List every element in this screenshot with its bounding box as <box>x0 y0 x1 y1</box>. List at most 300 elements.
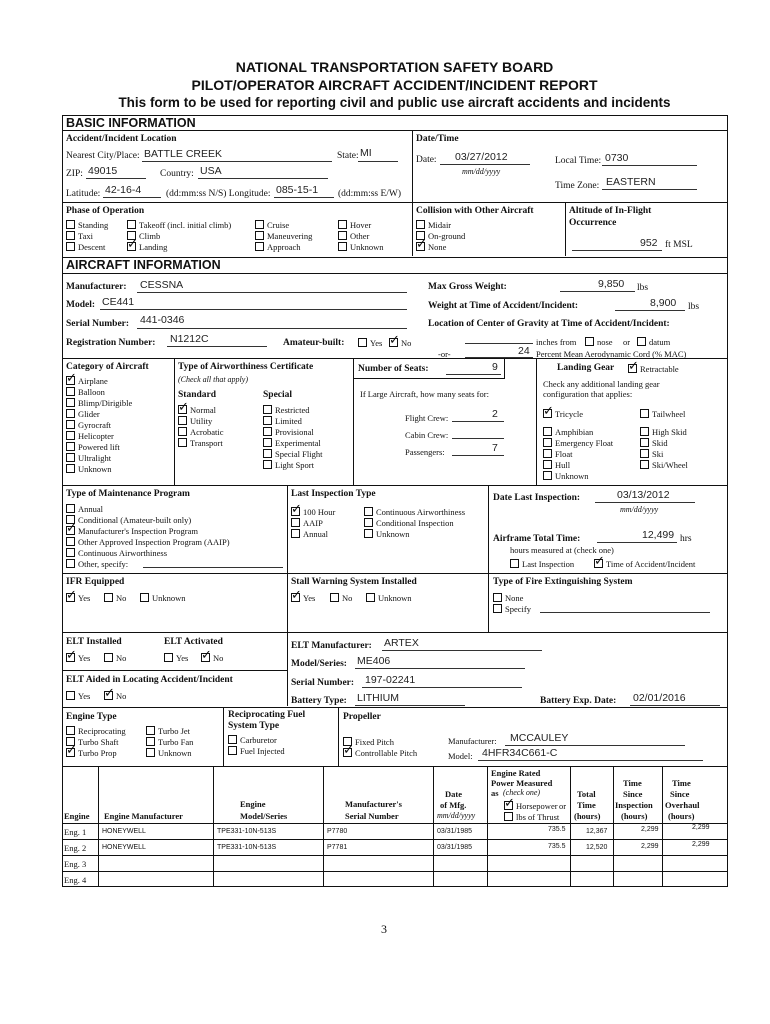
elt-installed-no[interactable]: No <box>104 653 126 663</box>
airworthiness-heading: Type of Airworthiness Certificate <box>178 362 314 372</box>
engine-model-cell[interactable]: TPE331-10N-513S <box>217 828 277 835</box>
longitude-field[interactable]: 085-15-1 <box>276 184 319 196</box>
ifr-yes[interactable]: ✓Yes <box>66 593 90 603</box>
category-gyrocraft-checkbox[interactable] <box>66 420 75 429</box>
special-special-flight[interactable]: Special Flight <box>263 449 322 459</box>
fire-specify[interactable]: Specify <box>493 604 531 614</box>
phase-climb[interactable]: Climb <box>127 231 160 241</box>
power-horsepower-checkbox[interactable] <box>504 801 513 810</box>
col-power-1: Engine Rated <box>491 768 541 778</box>
max-gross-weight-label: Max Gross Weight: <box>428 282 507 292</box>
fuel-system-heading-2: System Type <box>228 721 280 731</box>
insp-conditional-checkbox[interactable] <box>364 518 373 527</box>
weight-at-accident-field[interactable]: 8,900 <box>650 297 677 309</box>
category-helicopter-checkbox[interactable] <box>66 431 75 440</box>
standard-utility[interactable]: Utility <box>178 416 212 426</box>
eng-type-turbo-prop[interactable]: ✓Turbo Prop <box>66 748 117 758</box>
date-last-inspection-field[interactable]: 03/13/2012 <box>617 489 670 501</box>
prop-fixed-pitch[interactable]: Fixed Pitch <box>343 737 394 747</box>
gear-retractable[interactable]: ✓ Retractable <box>628 364 679 374</box>
phase-landing-checkbox[interactable] <box>127 242 136 251</box>
phase-landing[interactable]: ✓Landing <box>127 242 167 252</box>
last-inspection-type-heading: Last Inspection Type <box>291 489 376 499</box>
special-restricted[interactable]: Restricted <box>263 405 309 415</box>
gear-emergency-float[interactable]: Emergency Float <box>543 438 613 448</box>
category-powered-lift[interactable]: Powered lift <box>66 442 120 452</box>
ifr-unknown[interactable]: Unknown <box>140 593 186 603</box>
col-tso-1: Time <box>672 778 691 788</box>
gear-high-skid[interactable]: High Skid <box>640 427 687 437</box>
cg-nose[interactable]: nose <box>585 337 613 347</box>
ifr-unknown-checkbox[interactable] <box>140 593 149 602</box>
fuel-carburetor-checkbox[interactable] <box>228 735 237 744</box>
category-blimp-checkbox[interactable] <box>66 398 75 407</box>
phase-standing[interactable]: Standing <box>66 220 108 230</box>
serial-label: Serial Number: <box>66 319 130 329</box>
amateur-built-label: Amateur-built: <box>283 338 345 348</box>
phase-unknown[interactable]: Unknown <box>338 242 384 252</box>
insp-100-hour-checkbox[interactable] <box>291 507 300 516</box>
engine-serial-cell[interactable]: P7780 <box>327 828 348 835</box>
engine-tso-cell[interactable]: 2,299 <box>692 824 710 831</box>
fire-none[interactable]: None <box>493 593 523 603</box>
engine-power-cell[interactable]: 735.5 <box>548 826 566 833</box>
gear-ski-wheel-checkbox[interactable] <box>640 460 649 469</box>
flight-crew-field[interactable]: 2 <box>492 408 498 420</box>
date-field[interactable]: 03/27/2012 <box>455 151 508 163</box>
cg-percent-label: Percent Mean Aerodynamic Cord (% MAC) <box>536 349 687 359</box>
altitude-heading-1: Altitude of In-Flight <box>569 206 652 216</box>
engine-power-cell[interactable]: 735.5 <box>548 843 566 850</box>
date-last-inspection-label: Date Last Inspection: <box>493 493 581 503</box>
collision-midair-checkbox[interactable] <box>416 220 425 229</box>
col-power-4: (check one) <box>503 788 541 797</box>
standard-transport-checkbox[interactable] <box>178 438 187 447</box>
fuel-system-heading-1: Reciprocating Fuel <box>228 710 306 720</box>
category-unknown-checkbox[interactable] <box>66 464 75 473</box>
engine-tso-cell[interactable]: 2,299 <box>692 841 710 848</box>
landing-gear-heading: Landing Gear <box>557 363 615 373</box>
weight-at-accident-label: Weight at Time of Accident/Incident: <box>428 301 579 311</box>
insp-continuous[interactable]: Continuous Airworthiness <box>364 507 465 517</box>
standard-transport[interactable]: Transport <box>178 438 223 448</box>
special-provisional[interactable]: Provisional <box>263 427 314 437</box>
elt-manufacturer-field[interactable]: ARTEX <box>384 637 419 649</box>
col-date-3: mm/dd/yyyy <box>437 811 476 820</box>
col-engine-manufacturer: Engine Manufacturer <box>104 811 183 821</box>
insp-aaip[interactable]: AAIP <box>291 518 323 528</box>
collision-midair[interactable]: Midair <box>416 220 451 230</box>
gear-float-checkbox[interactable] <box>543 449 552 458</box>
collision-on-ground[interactable]: On-ground <box>416 231 465 241</box>
prop-model-field[interactable]: 4HFR34C661-C <box>482 747 558 759</box>
gear-amphibian-checkbox[interactable] <box>543 427 552 436</box>
elt-aided-yes[interactable]: Yes <box>66 691 90 701</box>
stall-no[interactable]: No <box>330 593 352 603</box>
collision-none-checkbox[interactable] <box>416 242 425 251</box>
elt-activated-no[interactable]: ✓ No <box>201 653 223 663</box>
fire-specify-checkbox[interactable] <box>493 604 502 613</box>
gear-ski[interactable]: Ski <box>640 449 663 459</box>
cg-percent-field[interactable]: 24 <box>518 345 530 357</box>
standard-acrobatic[interactable]: Acrobatic <box>178 427 224 437</box>
gear-amphibian[interactable]: Amphibian <box>543 427 593 437</box>
passengers-field[interactable]: 7 <box>492 442 498 454</box>
insp-unknown[interactable]: Unknown <box>364 529 410 539</box>
maint-continuous[interactable]: Continuous Airworthiness <box>66 548 167 558</box>
amateur-built-yes-checkbox[interactable] <box>358 338 367 347</box>
latitude-field[interactable]: 42-16-4 <box>105 184 142 196</box>
standard-normal-checkbox[interactable] <box>178 405 187 414</box>
airframe-total-time-label: Airframe Total Time: <box>493 534 581 544</box>
form-frame <box>62 115 728 887</box>
stall-unknown-checkbox[interactable] <box>366 593 375 602</box>
tt-last-inspection[interactable]: Last Inspection <box>510 559 574 569</box>
amateur-built-no[interactable]: ✓ No <box>389 338 411 348</box>
section-basic-information: BASIC INFORMATION <box>66 116 196 130</box>
elt-serial-field[interactable]: 197-02241 <box>365 674 416 686</box>
standard-normal[interactable]: ✓Normal <box>178 405 216 415</box>
category-balloon[interactable]: Balloon <box>66 387 105 397</box>
latitude-label: Latitude: <box>66 189 101 199</box>
col-date-2: of Mfg. <box>440 800 467 810</box>
phase-approach[interactable]: Approach <box>255 242 301 252</box>
amateur-built-no-checkbox[interactable] <box>389 338 398 347</box>
col-engine: Engine <box>64 811 90 821</box>
cg-datum-checkbox[interactable] <box>637 337 646 346</box>
col-tsi-1: Time <box>623 778 642 788</box>
tt-last-inspection-checkbox[interactable] <box>510 559 519 568</box>
gear-unknown-checkbox[interactable] <box>543 471 552 480</box>
engine-label: Eng. 3 <box>64 859 87 869</box>
category-helicopter[interactable]: Helicopter <box>66 431 114 441</box>
gear-tricycle-checkbox[interactable] <box>543 409 552 418</box>
phase-heading: Phase of Operation <box>66 206 145 216</box>
phase-unknown-checkbox[interactable] <box>338 242 347 251</box>
state-field[interactable]: MI <box>360 147 372 159</box>
col-engine-model-1: Engine <box>240 799 266 809</box>
maint-manufacturer-checkbox[interactable] <box>66 526 75 535</box>
eng-type-turbo-prop-checkbox[interactable] <box>66 748 75 757</box>
stall-no-checkbox[interactable] <box>330 593 339 602</box>
col-engine-model-2: Model/Series <box>240 811 288 821</box>
cg-nose-checkbox[interactable] <box>585 337 594 346</box>
col-tsi-3: Inspection <box>615 800 653 810</box>
ifr-yes-checkbox[interactable] <box>66 593 75 602</box>
eng-type-unknown-checkbox[interactable] <box>146 748 155 757</box>
stall-unknown[interactable]: Unknown <box>366 593 412 603</box>
engine-label: Eng. 1 <box>64 827 87 837</box>
category-powered-lift-checkbox[interactable] <box>66 442 75 451</box>
maint-other-checkbox[interactable] <box>66 559 75 568</box>
maint-other[interactable]: Other, specify: <box>66 559 128 569</box>
passengers-label: Passengers: <box>405 447 445 457</box>
elt-model-field[interactable]: ME406 <box>357 655 391 667</box>
gear-tailwheel-checkbox[interactable] <box>640 409 649 418</box>
model-field[interactable]: CE441 <box>102 296 135 308</box>
model-label: Model: <box>66 300 96 310</box>
elt-activated-no-checkbox[interactable] <box>201 653 210 662</box>
registration-field[interactable]: N1212C <box>170 333 209 345</box>
phase-hover[interactable]: Hover <box>338 220 371 230</box>
eng-type-reciprocating[interactable]: Reciprocating <box>66 726 126 736</box>
elt-installed-yes-checkbox[interactable] <box>66 653 75 662</box>
special-experimental[interactable]: Experimental <box>263 438 321 448</box>
collision-none[interactable]: ✓None <box>416 242 446 252</box>
elt-serial-label: Serial Number: <box>291 678 355 688</box>
prop-manufacturer-field[interactable]: MCCAULEY <box>510 732 569 744</box>
insp-100-hour[interactable]: ✓100 Hour <box>291 507 335 517</box>
phase-hover-checkbox[interactable] <box>338 220 347 229</box>
battery-type-field[interactable]: LITHIUM <box>357 692 399 704</box>
fire-none-checkbox[interactable] <box>493 593 502 602</box>
gear-high-skid-checkbox[interactable] <box>640 427 649 436</box>
elt-manufacturer-label: ELT Manufacturer: <box>291 641 372 651</box>
cg-datum[interactable]: datum <box>637 337 670 347</box>
airframe-total-time-field[interactable]: 12,499 <box>642 529 675 541</box>
phase-approach-checkbox[interactable] <box>255 242 264 251</box>
special-experimental-checkbox[interactable] <box>263 438 272 447</box>
gear-retractable-checkbox[interactable] <box>628 364 637 373</box>
stall-warning-heading: Stall Warning System Installed <box>291 577 417 587</box>
phase-taxi-checkbox[interactable] <box>66 231 75 240</box>
max-gross-weight-field[interactable]: 9,850 <box>598 278 625 290</box>
tt-time-of-accident[interactable]: ✓ Time of Accident/Incident <box>594 559 695 569</box>
gear-skid[interactable]: Skid <box>640 438 668 448</box>
elt-activated-heading: ELT Activated <box>164 637 223 647</box>
location-heading: Accident/Incident Location <box>66 134 177 144</box>
maintenance-heading: Type of Maintenance Program <box>66 489 190 499</box>
category-gyrocraft[interactable]: Gyrocraft <box>66 420 111 430</box>
engine-model-cell[interactable]: TPE331-10N-513S <box>217 844 277 851</box>
insp-unknown-checkbox[interactable] <box>364 529 373 538</box>
category-airplane-checkbox[interactable] <box>66 376 75 385</box>
power-lbs-thrust[interactable]: lbs of Thrust <box>504 812 559 822</box>
phase-descent[interactable]: Descent <box>66 242 105 252</box>
engine-date-cell[interactable]: 03/31/1985 <box>437 844 473 851</box>
form-subtitle: This form to be used for reporting civil and public use aircraft accidents and incidents <box>118 95 671 110</box>
phase-maneuvering[interactable]: Maneuvering <box>255 231 312 241</box>
col-tso-2: Since <box>670 789 690 799</box>
category-airplane[interactable]: ✓Airplane <box>66 376 108 386</box>
elt-installed-no-checkbox[interactable] <box>104 653 113 662</box>
airworthiness-note: (Check all that apply) <box>178 375 248 384</box>
engine-total-time-cell[interactable]: 12,520 <box>586 844 608 851</box>
propeller-heading: Propeller <box>343 712 381 722</box>
prop-controllable-pitch[interactable]: ✓Controllable Pitch <box>343 748 417 758</box>
eng-type-turbo-shaft[interactable]: Turbo Shaft <box>66 737 119 747</box>
battery-exp-field[interactable]: 02/01/2016 <box>633 692 686 704</box>
category-blimp[interactable]: Blimp/Dirigible <box>66 398 132 408</box>
seats-field[interactable]: 9 <box>492 361 498 373</box>
special-limited-checkbox[interactable] <box>263 416 272 425</box>
engine-manufacturer-cell[interactable]: HONEYWELL <box>102 844 146 851</box>
engine-tsi-cell[interactable]: 2,299 <box>641 843 659 850</box>
date-label: Date: <box>416 155 437 165</box>
amateur-built-yes[interactable]: Yes <box>358 338 382 348</box>
phase-maneuvering-checkbox[interactable] <box>255 231 264 240</box>
cg-or-alt: -or- <box>438 349 451 359</box>
engine-label: Eng. 2 <box>64 843 87 853</box>
longitude-format: (dd:mm:ss E/W) <box>338 189 402 199</box>
insp-aaip-checkbox[interactable] <box>291 518 300 527</box>
country-field[interactable]: USA <box>200 165 222 177</box>
elt-aided-no[interactable]: ✓ No <box>104 691 126 701</box>
insp-annual-checkbox[interactable] <box>291 529 300 538</box>
engine-date-cell[interactable]: 03/31/1985 <box>437 828 473 835</box>
phase-takeoff[interactable]: Takeoff (incl. initial climb) <box>127 220 231 230</box>
stall-yes-checkbox[interactable] <box>291 593 300 602</box>
prop-manufacturer-label: Manufacturer: <box>448 736 497 746</box>
phase-cruise[interactable]: Cruise <box>255 220 289 230</box>
col-tso-3: Overhaul <box>665 800 700 810</box>
manufacturer-field[interactable]: CESSNA <box>140 279 184 291</box>
maint-annual-checkbox[interactable] <box>66 504 75 513</box>
gear-hull[interactable]: Hull <box>543 460 570 470</box>
eng-type-reciprocating-checkbox[interactable] <box>66 726 75 735</box>
eng-type-turbo-jet[interactable]: Turbo Jet <box>146 726 190 736</box>
prop-controllable-pitch-checkbox[interactable] <box>343 748 352 757</box>
zip-field[interactable]: 49015 <box>88 165 118 177</box>
gear-emergency-float-checkbox[interactable] <box>543 438 552 447</box>
col-tsi-2: Since <box>623 789 643 799</box>
elt-aided-heading: ELT Aided in Locating Accident/Incident <box>66 675 233 685</box>
power-lbs-thrust-checkbox[interactable] <box>504 812 513 821</box>
last-inspection-format: mm/dd/yyyy <box>620 505 659 514</box>
ifr-no[interactable]: No <box>104 593 126 603</box>
gear-unknown[interactable]: Unknown <box>543 471 589 481</box>
category-glider[interactable]: Glider <box>66 409 100 419</box>
power-or: or <box>559 801 567 811</box>
phase-standing-checkbox[interactable] <box>66 220 75 229</box>
fuel-injected-checkbox[interactable] <box>228 746 237 755</box>
time-zone-label: Time Zone: <box>555 181 600 191</box>
maint-conditional[interactable]: Conditional (Amateur-built only) <box>66 515 191 525</box>
gear-note-1: Check any additional landing gear <box>543 379 660 389</box>
maint-aaip[interactable]: Other Approved Inspection Program (AAIP) <box>66 537 230 547</box>
cabin-crew-label: Cabin Crew: <box>405 430 449 440</box>
local-time-label: Local Time: <box>555 156 602 166</box>
insp-conditional[interactable]: Conditional Inspection <box>364 518 454 528</box>
eng-type-turbo-fan-checkbox[interactable] <box>146 737 155 746</box>
phase-takeoff-checkbox[interactable] <box>127 220 136 229</box>
gear-hull-checkbox[interactable] <box>543 460 552 469</box>
standard-utility-checkbox[interactable] <box>178 416 187 425</box>
category-ultralight-checkbox[interactable] <box>66 453 75 462</box>
gear-ski-wheel[interactable]: Ski/Wheel <box>640 460 688 470</box>
state-label: State: <box>337 151 359 161</box>
total-time-unit: hrs <box>680 534 692 544</box>
tt-time-of-accident-checkbox[interactable] <box>594 559 603 568</box>
date-format: mm/dd/yyyy <box>462 167 501 176</box>
flight-crew-label: Flight Crew: <box>405 413 449 423</box>
col-total-time-1: Total <box>577 789 596 799</box>
datetime-heading: Date/Time <box>416 134 459 144</box>
mgw-unit: lbs <box>637 283 649 293</box>
maint-manufacturer[interactable]: ✓Manufacturer's Inspection Program <box>66 526 198 536</box>
special-provisional-checkbox[interactable] <box>263 427 272 436</box>
gear-ski-checkbox[interactable] <box>640 449 649 458</box>
special-light-sport[interactable]: Light Sport <box>263 460 314 470</box>
local-time-field[interactable]: 0730 <box>605 152 629 164</box>
fuel-injected[interactable]: Fuel Injected <box>228 746 285 756</box>
insp-continuous-checkbox[interactable] <box>364 507 373 516</box>
ifr-heading: IFR Equipped <box>66 577 125 587</box>
gear-skid-checkbox[interactable] <box>640 438 649 447</box>
category-unknown[interactable]: Unknown <box>66 464 112 474</box>
latitude-format-longitude-label: (dd:mm:ss N/S) Longitude: <box>166 189 271 199</box>
eng-type-turbo-fan[interactable]: Turbo Fan <box>146 737 193 747</box>
engine-total-time-cell[interactable]: 12,367 <box>586 828 608 835</box>
elt-installed-yes[interactable]: ✓Yes <box>66 653 90 663</box>
elt-model-label: Model/Series: <box>291 659 347 669</box>
category-glider-checkbox[interactable] <box>66 409 75 418</box>
insp-annual[interactable]: Annual <box>291 529 328 539</box>
standard-acrobatic-checkbox[interactable] <box>178 427 187 436</box>
special-light-sport-checkbox[interactable] <box>263 460 272 469</box>
city-label: Nearest City/Place: <box>66 151 140 161</box>
special-limited[interactable]: Limited <box>263 416 302 426</box>
collision-heading: Collision with Other Aircraft <box>416 206 534 216</box>
stall-yes[interactable]: ✓Yes <box>291 593 315 603</box>
elt-aided-yes-checkbox[interactable] <box>66 691 75 700</box>
special-restricted-checkbox[interactable] <box>263 405 272 414</box>
seats-note: If Large Aircraft, how many seats for: <box>360 389 489 399</box>
gear-float[interactable]: Float <box>543 449 572 459</box>
phase-descent-checkbox[interactable] <box>66 242 75 251</box>
maint-annual[interactable]: Annual <box>66 504 103 514</box>
seats-label: Number of Seats: <box>358 364 429 374</box>
eng-type-unknown[interactable]: Unknown <box>146 748 192 758</box>
serial-field[interactable]: 441-0346 <box>140 314 185 326</box>
phase-taxi[interactable]: Taxi <box>66 231 93 241</box>
engine-serial-cell[interactable]: P7781 <box>327 844 348 851</box>
city-field[interactable]: BATTLE CREEK <box>144 148 222 160</box>
ifr-no-checkbox[interactable] <box>104 593 113 602</box>
manufacturer-label: Manufacturer: <box>66 282 127 292</box>
weight-unit: lbs <box>688 302 700 312</box>
col-total-time-3: (hours) <box>574 811 601 821</box>
elt-aided-no-checkbox[interactable] <box>104 691 113 700</box>
engine-manufacturer-cell[interactable]: HONEYWELL <box>102 828 146 835</box>
special-special-flight-checkbox[interactable] <box>263 449 272 458</box>
altitude-field[interactable]: 952 <box>640 237 658 249</box>
elt-activated-yes-checkbox[interactable] <box>164 653 173 662</box>
gear-note-2: configuration that applies: <box>543 389 633 399</box>
gear-tricycle[interactable]: ✓Tricycle <box>543 409 583 419</box>
cg-inches-label: inches from <box>536 337 577 347</box>
category-balloon-checkbox[interactable] <box>66 387 75 396</box>
phase-other[interactable]: Other <box>338 231 369 241</box>
section-aircraft-information: AIRCRAFT INFORMATION <box>66 258 221 272</box>
maint-aaip-checkbox[interactable] <box>66 537 75 546</box>
eng-type-turbo-jet-checkbox[interactable] <box>146 726 155 735</box>
maint-continuous-checkbox[interactable] <box>66 548 75 557</box>
fuel-carburetor[interactable]: Carburetor <box>228 735 277 745</box>
country-label: Country: <box>160 169 194 179</box>
time-zone-field[interactable]: EASTERN <box>606 176 656 188</box>
engine-tsi-cell[interactable]: 2,299 <box>641 826 659 833</box>
category-heading: Category of Aircraft <box>66 362 149 372</box>
power-horsepower[interactable]: ✓Horsepower <box>504 801 558 811</box>
phase-cruise-checkbox[interactable] <box>255 220 264 229</box>
elt-activated-yes[interactable]: Yes <box>164 653 188 663</box>
phase-other-checkbox[interactable] <box>338 231 347 240</box>
gear-tailwheel[interactable]: Tailwheel <box>640 409 685 419</box>
col-total-time-2: Time <box>577 800 596 810</box>
col-serial-2: Serial Number <box>345 811 399 821</box>
category-ultralight[interactable]: Ultralight <box>66 453 111 463</box>
